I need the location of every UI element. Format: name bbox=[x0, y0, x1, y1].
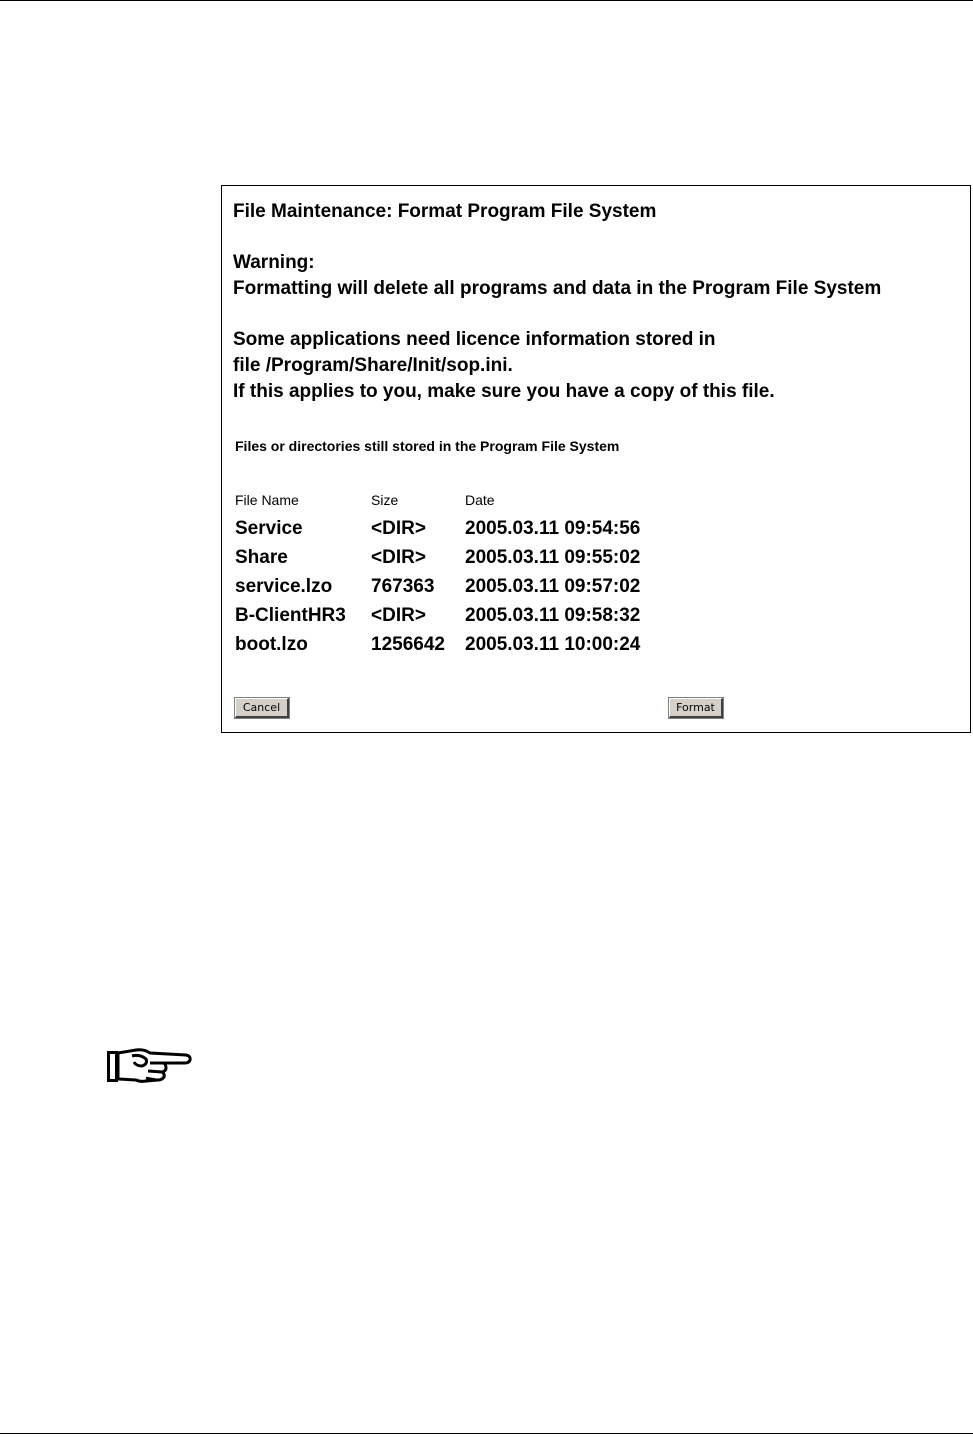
file-name: Service bbox=[235, 518, 303, 539]
warning-text: Formatting will delete all programs and data in the Program File System bbox=[233, 278, 882, 299]
file-name: boot.lzo bbox=[235, 634, 308, 655]
file-name: service.lzo bbox=[235, 576, 333, 597]
file-name: Share bbox=[235, 547, 288, 568]
file-date: 2005.03.11 09:58:32 bbox=[465, 605, 641, 626]
file-size: 1256642 bbox=[371, 634, 445, 655]
page-top-rule bbox=[0, 0, 973, 1]
warning-label: Warning: bbox=[233, 252, 315, 273]
file-date: 2005.03.11 09:54:56 bbox=[465, 518, 641, 539]
column-header-name: File Name bbox=[235, 492, 299, 508]
file-date: 2005.03.11 09:57:02 bbox=[465, 576, 641, 597]
file-date: 2005.03.11 09:55:02 bbox=[465, 547, 641, 568]
dialog-title: File Maintenance: Format Program File System bbox=[233, 201, 657, 222]
licence-line-2: file /Program/Share/Init/sop.ini. bbox=[233, 355, 513, 376]
file-size: <DIR> bbox=[371, 547, 426, 568]
file-date: 2005.03.11 10:00:24 bbox=[465, 634, 641, 655]
format-dialog bbox=[221, 185, 971, 733]
pointing-hand-icon bbox=[106, 1044, 192, 1084]
column-header-size: Size bbox=[371, 492, 399, 508]
file-size: <DIR> bbox=[371, 605, 426, 626]
page-bottom-rule bbox=[0, 1433, 973, 1434]
file-size: <DIR> bbox=[371, 518, 426, 539]
licence-line-3: If this applies to you, make sure you have a copy of this file. bbox=[233, 381, 775, 402]
file-name: B-ClientHR3 bbox=[235, 605, 346, 626]
format-button[interactable]: Format bbox=[669, 698, 723, 718]
column-header-date: Date bbox=[465, 492, 495, 508]
cancel-button[interactable]: Cancel bbox=[235, 698, 289, 718]
file-size: 767363 bbox=[371, 576, 435, 597]
licence-line-1: Some applications need licence information stored in bbox=[233, 329, 716, 350]
files-heading: Files or directories still stored in the Program File System bbox=[235, 438, 620, 454]
